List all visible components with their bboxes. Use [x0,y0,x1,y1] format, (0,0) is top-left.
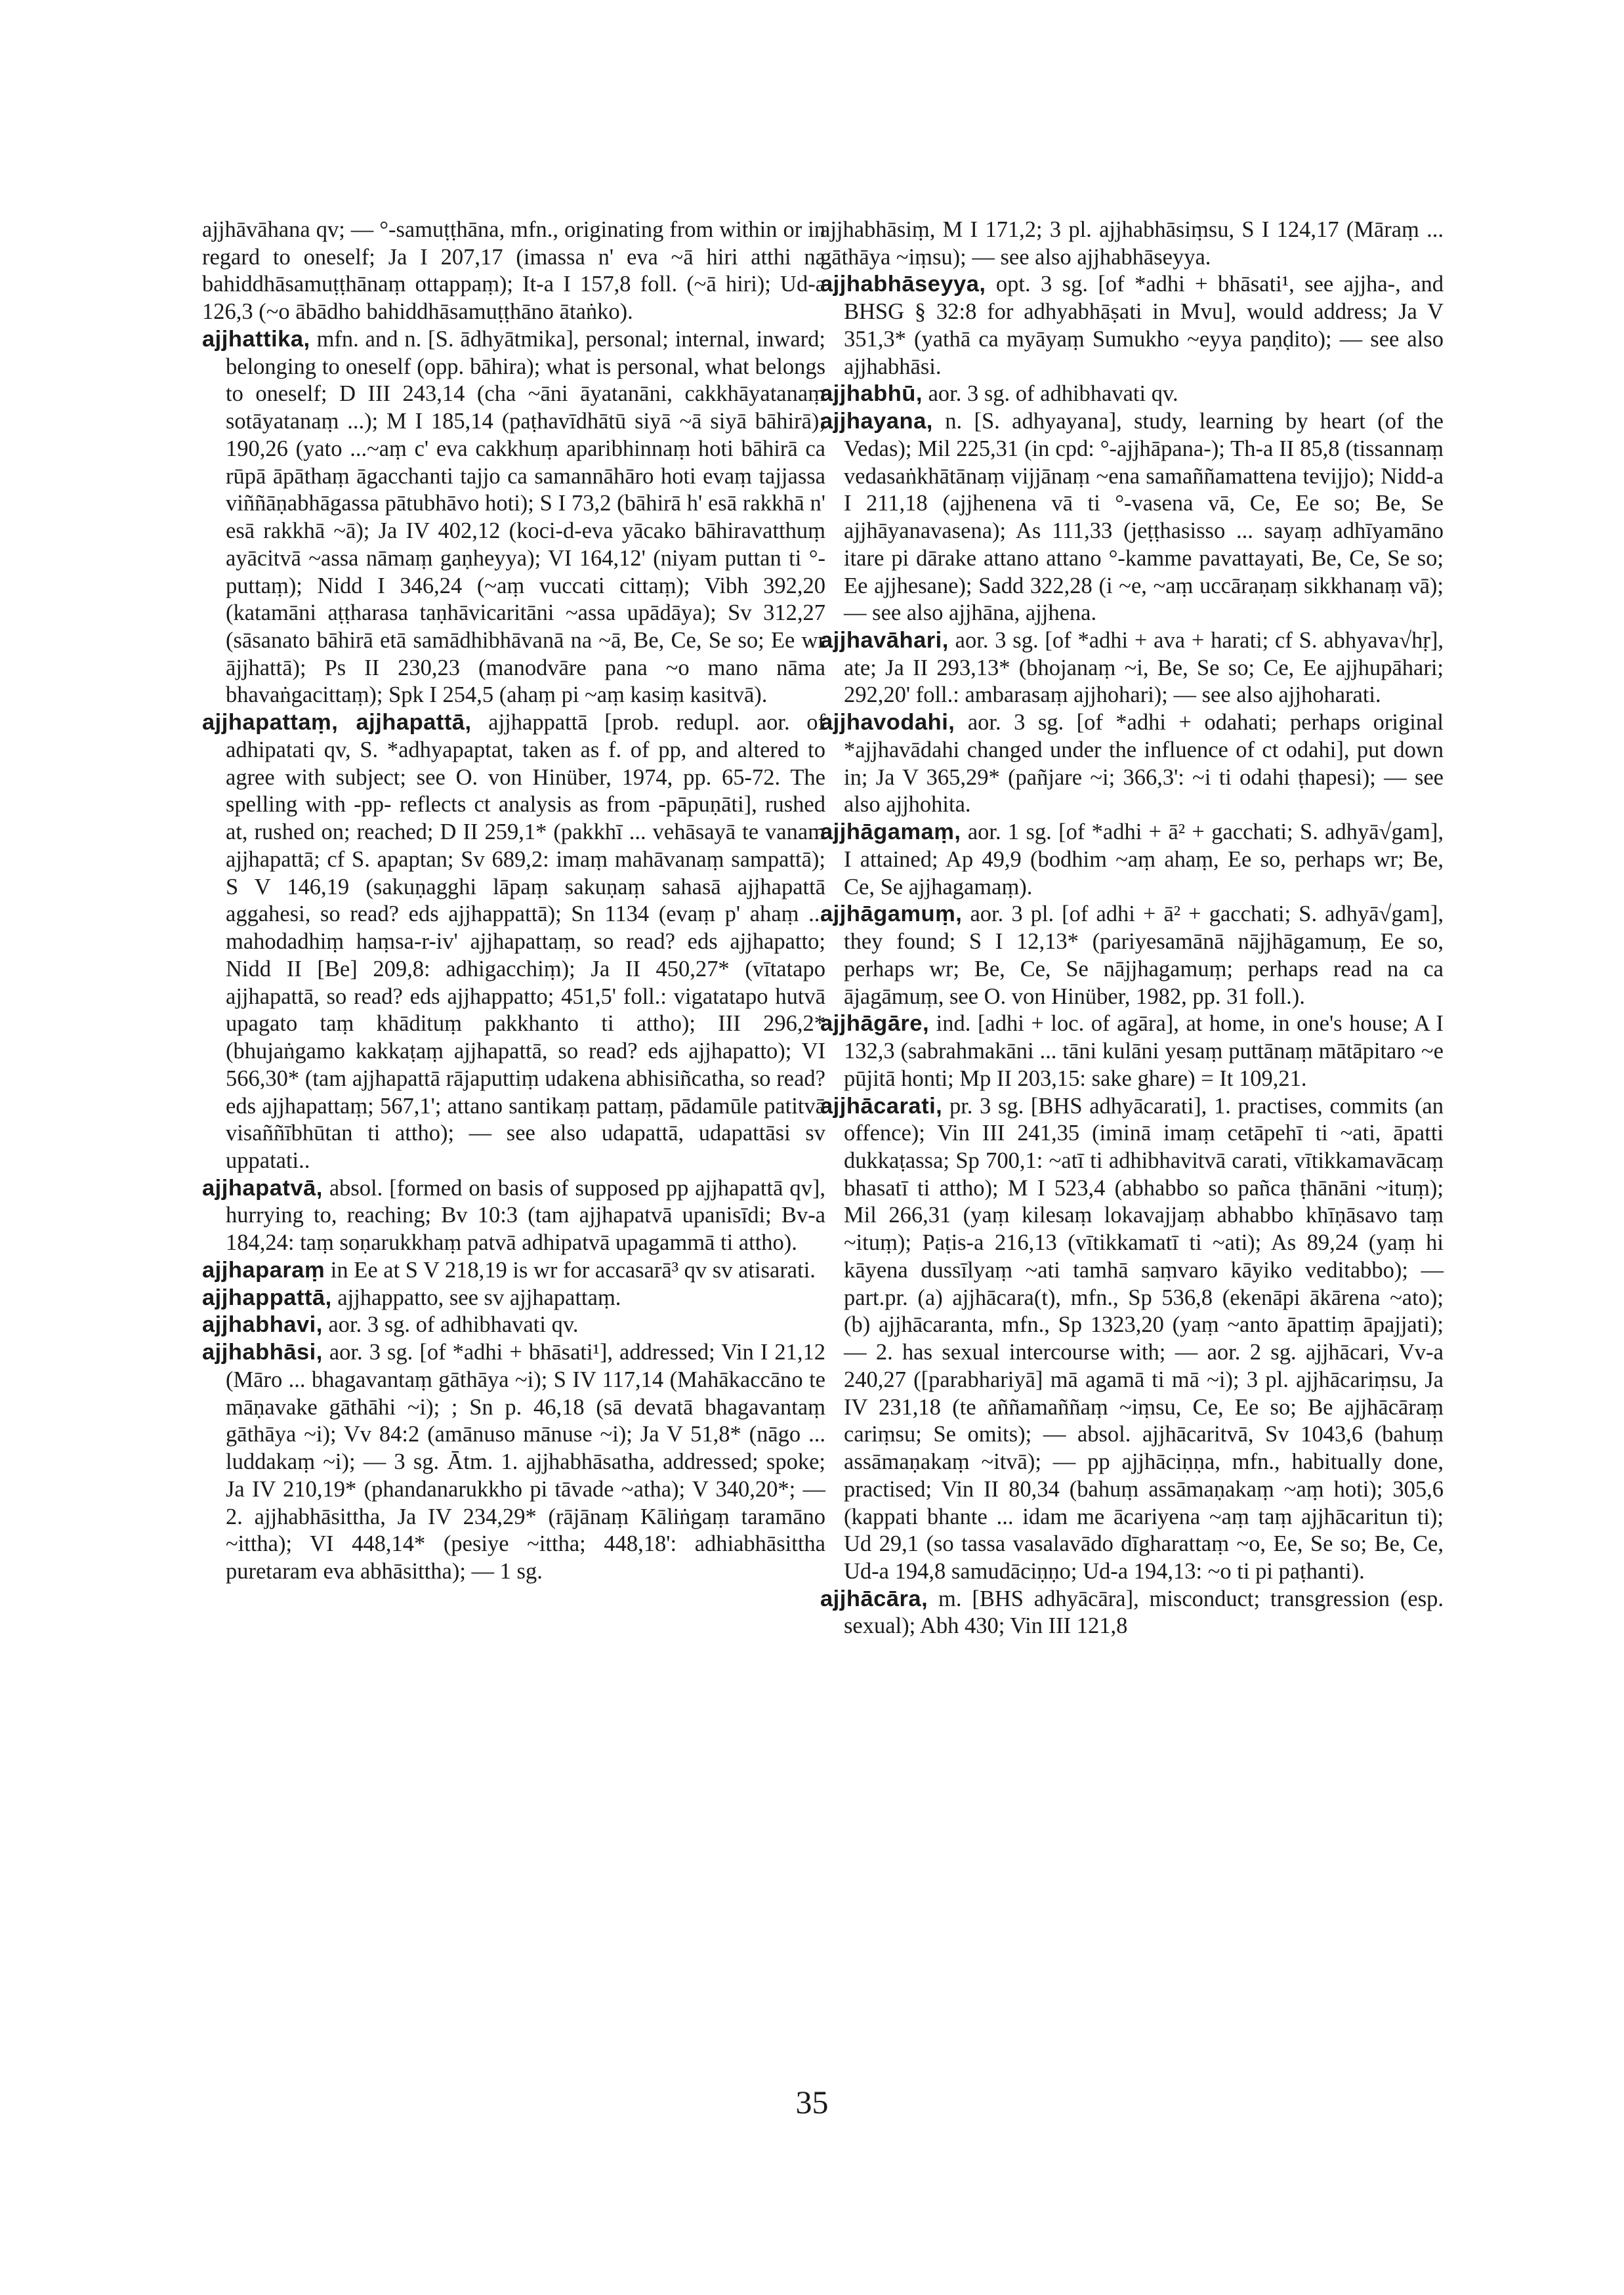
headword: ajjhabhū, [820,381,923,407]
entry-ajjhacara [820,1586,1444,1640]
entry-body: in Ee at S V 218,19 is wr for accasarā³ qv sv atisarati. [325,1257,816,1283]
entry-ajjhacarati [820,1093,1444,1586]
entry-body: m. [BHS adhyācāra], misconduct; transgression (esp. sexual); Abh 430; Vin III 121,8 [844,1586,1444,1639]
headword: ajjhācāra, [820,1586,928,1611]
headword: ajjhaparaṃ [202,1257,325,1283]
entry-body: ajjhappatto, see sv ajjhapattaṃ. [331,1285,621,1310]
entry-body: aor. 3 pl. [of adhi + ā² + gacchati; S. adhyā√gam], they found; S I 12,13* (pariyesamānā nājjhāgamuṃ, Ee so, perhaps wr; Be, Ce, Se nājjhagamuṃ; perhaps read na ca ājagāmuṃ, see O. von Hinüber, 1982, pp. 31 foll.). [844,901,1444,1009]
entry-ajjhabhu [820,381,1444,408]
headword: ajjhabhavi, [202,1312,323,1338]
headword: ajjhāgāre, [820,1011,930,1037]
entry-body: aor. 1 sg. [of *adhi + ā² + gacchati; S. adhyā√gam], I attained; Ap 49,9 (bodhim ~aṃ ahaṃ, Ee so, perhaps wr; Be, Ce, Se ajjhagamaṃ). [844,819,1444,899]
left-column [202,217,825,1586]
entry-body: pr. 3 sg. [BHS adhyācarati], 1. practises, commits (an offence); Vin III 241,35 (iminā imaṃ cetāpehī ti ~ati, āpatti dukkaṭassa; Sp 700,1: ~atī ti adhibhavitvā carati, vītikkamavācaṃ bhasatī ti attho); M I 523,4 (abhabbo so pañca ṭhānāni ~ituṃ); Mil 266,31 (yaṃ kilesaṃ lokavajjaṃ abhabbo khīṇāsavo taṃ ~ituṃ); Paṭis-a 216,13 (vītikkamatī ti ~ati); As 89,24 (yaṃ hi kāyena dussīlyaṃ ~ati tamhā saṃvaro kāyiko veditabbo); — part.pr. (a) ajjhācara(t), mfn., Sp 536,8 (ekenāpi ākārena ~ato); (b) ajjhācaranta, mfn., Sp 1323,20 (yaṃ ~anto āpattiṃ āpajjati); — 2. has sexual intercourse with; — aor. 2 sg. ajjhācari, Vv-a 240,27 ([parabhariyā] mā agamā ti mā ~i); 3 pl. ajjhācariṃsu, Ja IV 231,18 (te aññamaññaṃ ~iṃsu, Ce, Ee so; Be ajjhācāraṃ cariṃsu; Se omits); — absol. ajjhācaritvā, Sv 1043,6 (bahuṃ assāmaṇakaṃ ~itvā); — pp ajjhāciṇṇa, mfn., habitually done, practised; Vin II 80,34 (bahuṃ assāmaṇakaṃ ~aṃ hoti); 305,6 (kappati bhante ... idam me ācariyena ~aṃ taṃ ajjhācaritun ti); Ud 29,1 (so tassa vasalavādo dīgharattaṃ ~o, Ee, Se so; Be, Ce, Ud-a 194,8 samudāciṇṇo; Ud-a 194,13: ~o ti pi paṭhanti). [844,1093,1444,1584]
entry-ajjhavodahi [820,709,1444,819]
headword: ajjhapatvā, [202,1175,323,1201]
entry-body: opt. 3 sg. [of *adhi + bhāsati¹, see ajjha-, and BHSG § 32:8 for adhyabhāṣati in Mvu], would address; Ja V 351,3* (yathā ca myāyaṃ Sumukho ~eyya paṇḍito); — see also ajjhabhāsi. [844,272,1444,379]
entry-body: aor. 3 sg. [of *adhi + bhāsati¹], addressed; Vin I 21,12 (Māro ... bhagavantaṃ gāthāya ~i); S IV 117,14 (Mahākaccāno te māṇavake gāthāhi ~i); ; Sn p. 46,18 (sā devatā bhagavantaṃ gāthāya ~i); Vv 84:2 (amānuso mānuse ~i); Ja V 51,8* (nāgo ... luddakaṃ ~i); — 3 sg. Ātm. 1. ajjhabhāsatha, addressed; spoke; Ja IV 210,19* (phandanarukkho pi tāvade ~atha); V 340,20*; — 2. ajjhabhāsittha, Ja IV 234,29* (rājānaṃ Kāliṅgaṃ taramāno ~ittha); VI 448,14* (pesiye ~ittha; 448,18': adhiabhāsittha puretaram eva abhāsittha); — 1 sg. [226,1340,825,1584]
headword: ajjhavodahi, [820,710,955,735]
entry-body: aor. 3 sg. [of *adhi + ava + harati; cf S. abhyava√hṛ], ate; Ja II 293,13* (bhojanaṃ ~i, Be, Se so; Ce, Ee ajjhupāhari; 292,20' foll.: ambarasaṃ ajjhohari); — see also ajjhoharati. [844,628,1444,708]
entry-body: ajjhappattā [prob. redupl. aor. of adhipatati qv, S. *adhyapaptat, taken as f. of pp, and altered to agree with subject; see O. von Hinüber, 1974, pp. 65-72. The spelling with -pp- reflects ct analysis as from -pāpuṇāti], rushed at, rushed on; reached; D II 259,1* (pakkhī ... vehāsayā te vanam ajjhapattā; cf S. apaptan; Sv 689,2: imaṃ mahāvanaṃ sampattā); S V 146,19 (sakuṇagghi lāpaṃ sakuṇaṃ sahasā ajjhapattā aggahesi, so read? eds ajjhappattā); Sn 1134 (evaṃ p' ahaṃ ... mahodadhiṃ haṃsa-r-iv' ajjhapattaṃ, so read? eds ajjhapatto; Nidd II [Be] 209,8: adhigacchiṃ); Ja II 450,27* (vītatapo ajjhapattā, so read? eds ajjhappatto; 451,5' foll.: vigatatapo hutvā upagato taṃ khādituṃ pakkhanto ti attho); III 296,2* (bhujaṅgamo kakkaṭaṃ ajjhapattā, so read? eds ajjhapatto); VI 566,30* (tam ajjhapattā rājaputtiṃ udakena abhisiñcatha, so read? eds ajjhapattaṃ; 567,1'; attano santikaṃ pattaṃ, pādamūle patitvā visaññībhūtan ti attho); — see also udapattā, udapattāsi sv uppatati.. [226,710,825,1173]
entry-ajjhabhavi [202,1312,825,1339]
entry-body: aor. 3 sg. of adhibhavati qv. [322,1312,579,1338]
entry-body: n. [S. adhyayana], study, learning by heart (of the Vedas); Mil 225,31 (in cpd: °-ajjhāpana-); Th-a II 85,8 (tissannaṃ vedasaṅkhātānaṃ vijjānaṃ ~ena samaññamattena tevijjo); Nidd-a I 211,18 (ajjhenena vā ti °-vasena vā, Ce, Ee so; Be, Se ajjhāyanavasena); As 111,33 (jeṭṭhasisso ... sayaṃ adhīyamāno itare pi dārake attano attano °-kamme pavattayati, Be, Ce, Se so; Ee ajjhesane); Sadd 322,28 (i ~e, ~aṃ uccāraṇaṃ sikkhanaṃ vā); — see also ajjhāna, ajjhena. [844,409,1444,626]
entry-body: mfn. and n. [S. ādhyātmika], personal; internal, inward; belonging to oneself (opp. bāhira); what is personal, what belongs to oneself; D III 243,14 (cha ~āni āyatanāni, cakkhāyatanaṃ sotāyatanaṃ ...); M I 185,14 (paṭhavīdhātū siyā ~ā siyā bāhirā); 190,26 (yato ...~aṃ c' eva cakkhuṃ aparibhinnaṃ hoti bāhirā ca rūpā āpāthaṃ āgacchanti tajjo ca samannāhāro hoti evaṃ tajjassa viññāṇabhāgassa pātubhāvo hoti); S I 73,2 (bāhirā h' esā rakkhā n' esā rakkhā ~ā); Ja IV 402,12 (koci-d-eva yācako bāhiravatthuṃ ayācitvā ~assa nāmaṃ gaṇheyya); VI 164,12' (niyam puttan ti °-puttaṃ); Nidd I 346,24 (~aṃ vuccati cittaṃ); Vibh 392,20 (katamāni aṭṭharasa taṇhāvicaritāni ~assa upādāya); Sv 312,27 (sāsanato bāhirā etā samādhibhāvanā na ~ā, Be, Ce, Se so; Ee wr ājjhattā); Ps II 230,23 (manodvāre pana ~o mano nāma bhavaṅgacittaṃ); Spk I 254,5 (ahaṃ pi ~aṃ kasiṃ kasitvā). [226,326,825,708]
entry-ajjhagamum [820,901,1444,1010]
entry-ajjhapatva [202,1175,825,1257]
entry-body: absol. [formed on basis of supposed pp ajjhapattā qv], hurrying to, reaching; Bv 10:3 (tam ajjhapatvā upanisīdi; Bv-a 184,24: taṃ soṇarukkhaṃ patvā adhipatvā upagammā ti attho). [226,1175,825,1256]
headword: ajjhācarati, [820,1093,943,1119]
entry-body: aor. 3 sg. [of *adhi + odahati; perhaps original *ajjhavādahi changed under the influence of ct odahi], put down in; Ja V 365,29* (pañjare ~i; 366,3': ~i ti odahi ṭhapesi); — see also ajjhohita. [844,710,1444,817]
right-column [820,217,1444,1640]
headword: ajjhāgamuṃ, [820,901,963,927]
entry-body: ind. [adhi + loc. of agāra], at home, in one's house; A I 132,3 (sabrahmakāni ... tāni kulāni yesaṃ puttānaṃ mātāpitaro ~e pūjitā honti; Mp II 203,15: sake ghare) = It 109,21. [844,1011,1444,1091]
headword: ajjhayana, [820,409,933,434]
headword: ajjhattika, [202,326,310,352]
entry-ajjhaparam [202,1257,825,1285]
headword: ajjhappattā, [202,1285,332,1310]
entry-ajjhavahari [820,627,1444,709]
headword: ajjhabhāseyya, [820,272,986,297]
entry-ajjhappatta [202,1285,825,1312]
entry-ajjhagare [820,1010,1444,1092]
headword: ajjhapattaṃ, ajjhapattā, [202,710,472,735]
entry-ajjhattika [202,326,825,709]
headword: ajjhabhāsi, [202,1340,323,1365]
headword: ajjhavāhari, [820,628,949,653]
entry-ajjhabhasi [202,1339,825,1586]
entry-ajjhapattam [202,709,825,1174]
entry-body: aor. 3 sg. of adhibhavati qv. [922,381,1178,407]
right-column-continuation: ajjhabhāsiṃ, M I 171,2; 3 pl. ajjhabhāsiṃsu, S I 124,17 (Māraṃ ... gāthāya ~iṃsu); — see also ajjhabhāseyya. [820,217,1444,270]
entry-ajjhagamam [820,819,1444,901]
entry-ajjhabhaseyya [820,271,1444,381]
headword: ajjhāgamaṃ, [820,819,961,845]
entry-ajjhayana [820,408,1444,627]
left-column-continuation: ajjhāvāhana qv; — °-samuṭṭhāna, mfn., originating from within or in regard to oneself; Ja I 207,17 (imassa n' eva ~ā hiri atthi na bahiddhāsamuṭṭhānaṃ ottappaṃ); It-a I 157,8 foll. (~ā hiri); Ud-a 126,3 (~o ābādho bahiddhāsamuṭṭhāno ātaṅko). [202,217,825,325]
page-number: 35 [795,2084,829,2120]
